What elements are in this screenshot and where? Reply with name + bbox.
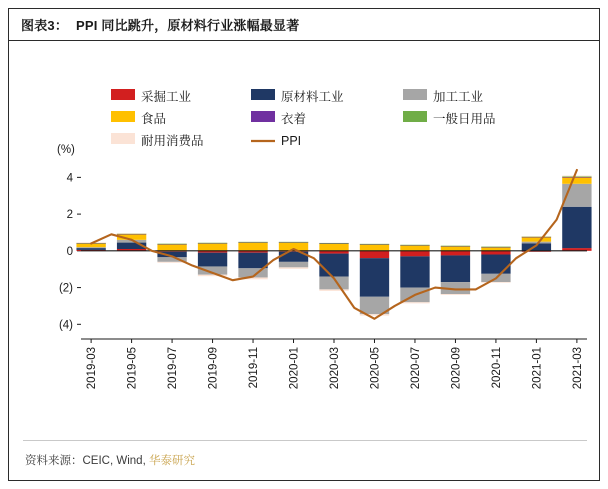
bar-segment	[441, 255, 470, 282]
x-tick-group	[450, 347, 462, 389]
legend-label: 耐用消费品	[141, 134, 204, 148]
x-tick-group	[572, 347, 584, 389]
legend-label: PPI	[281, 134, 302, 148]
x-tick-group	[491, 347, 503, 388]
bar-segment	[400, 245, 429, 246]
chart-footer	[9, 440, 599, 480]
x-tick-label: 2020-11	[490, 347, 503, 389]
legend-color-swatch	[251, 111, 275, 122]
bar-segment	[562, 176, 591, 177]
chart-plot-area	[9, 41, 601, 441]
x-tick-group	[329, 347, 341, 389]
bar-segment	[279, 242, 308, 243]
x-tick-label: 2019-11	[248, 347, 261, 389]
x-tick-group	[531, 347, 543, 389]
bar-segment	[238, 253, 267, 269]
chart-figure-number: 图表3：	[21, 18, 69, 33]
legend-label: 一般日用品	[433, 112, 496, 126]
legend-item	[111, 111, 166, 126]
bar-segment	[198, 253, 227, 267]
legend-item	[403, 111, 496, 126]
legend-label: 加工工业	[433, 90, 484, 104]
x-tick-group	[127, 347, 139, 389]
legend-label: 原材料工业	[281, 90, 344, 104]
bar-segment	[76, 248, 105, 250]
y-tick-label: 2	[66, 209, 73, 222]
legend-color-swatch	[403, 89, 427, 100]
source-brand: 华泰研究	[148, 455, 195, 467]
x-tick-group	[410, 347, 422, 389]
x-tick-label: 2020-07	[409, 347, 422, 390]
legend-item	[251, 111, 306, 126]
bar-segment	[157, 244, 186, 245]
x-tick-group	[289, 347, 301, 389]
bar-segment	[562, 207, 591, 248]
bar-segment	[319, 289, 348, 290]
legend-color-swatch	[403, 111, 427, 122]
x-tick-label: 2021-01	[531, 347, 544, 390]
bar-segment	[400, 256, 429, 287]
legend-label: 采掘工业	[141, 90, 192, 104]
legend-color-swatch	[111, 133, 135, 144]
x-tick-label: 2020-05	[369, 347, 382, 390]
page-title: PPI 同比跳升，原材料行业涨幅最显著	[76, 18, 300, 33]
y-tick-label: 0	[66, 245, 73, 258]
source-list: CEIC, Wind,	[82, 455, 149, 467]
chart-card	[8, 8, 600, 481]
bar-segment	[360, 244, 389, 245]
x-tick-group	[167, 347, 179, 389]
legend-color-swatch	[111, 111, 135, 122]
legend-color-swatch	[111, 89, 135, 100]
legend-item	[111, 133, 204, 148]
bar-segment	[522, 237, 551, 242]
bar-segment	[400, 302, 429, 303]
bar-segment	[198, 243, 227, 244]
bar-segment	[562, 177, 591, 178]
bar-segment	[279, 267, 308, 268]
legend-color-swatch	[251, 89, 275, 100]
bar-segment	[76, 247, 105, 248]
bar-segment	[562, 177, 591, 183]
x-tick-label: 2019-09	[207, 347, 220, 390]
source-label: 资料来源：	[25, 455, 83, 467]
bar-segment	[481, 247, 510, 248]
x-tick-group	[208, 347, 220, 389]
bar-segment	[522, 236, 551, 237]
legend-item	[251, 134, 301, 148]
x-tick-label: 2020-03	[329, 347, 341, 390]
y-tick-label: (2)	[58, 282, 73, 295]
x-tick-label: 2019-03	[86, 347, 99, 390]
bar-segment	[400, 245, 429, 251]
x-tick-label: 2020-09	[450, 347, 463, 390]
legend-item	[111, 89, 192, 104]
bar-segment	[198, 243, 227, 250]
legend-label: 衣着	[281, 112, 307, 126]
bar-segment	[360, 244, 389, 250]
bar-segment	[562, 176, 591, 177]
x-tick-group	[86, 347, 98, 389]
x-tick-label: 2019-07	[167, 347, 180, 390]
chart-canvas	[9, 41, 601, 441]
bar-segment	[360, 258, 389, 297]
bar-segment	[441, 294, 470, 295]
x-tick-group	[248, 347, 260, 388]
bar-segment	[481, 282, 510, 283]
source-note	[25, 452, 195, 468]
bar-segment	[400, 251, 429, 257]
chart-title-bar	[9, 9, 599, 41]
bar-segment	[319, 243, 348, 250]
x-tick-label: 2020-01	[288, 347, 301, 390]
legend-item	[251, 89, 344, 104]
bar-segment	[319, 243, 348, 244]
bar-segment	[360, 314, 389, 315]
bar-segment	[238, 242, 267, 243]
bar-segment	[360, 251, 389, 258]
bar-segment	[319, 254, 348, 277]
y-tick-label: (4)	[58, 319, 73, 332]
bar-segment	[441, 251, 470, 256]
x-tick-group	[369, 347, 381, 389]
legend-item	[403, 89, 484, 104]
bar-segment	[481, 255, 510, 274]
bar-segment	[441, 246, 470, 247]
bar-segment	[117, 233, 146, 234]
bar-segment	[157, 244, 186, 250]
legend-label: 食品	[141, 112, 167, 126]
y-axis-unit-label: (%)	[57, 144, 75, 156]
bar-segment	[238, 243, 267, 251]
bar-segment	[522, 242, 551, 244]
bar-segment	[441, 246, 470, 251]
y-tick-label: 4	[66, 172, 73, 185]
bar-segment	[279, 262, 308, 268]
x-tick-label: 2021-03	[571, 347, 584, 390]
footer-divider	[23, 440, 587, 441]
x-tick-label: 2019-05	[126, 347, 139, 390]
